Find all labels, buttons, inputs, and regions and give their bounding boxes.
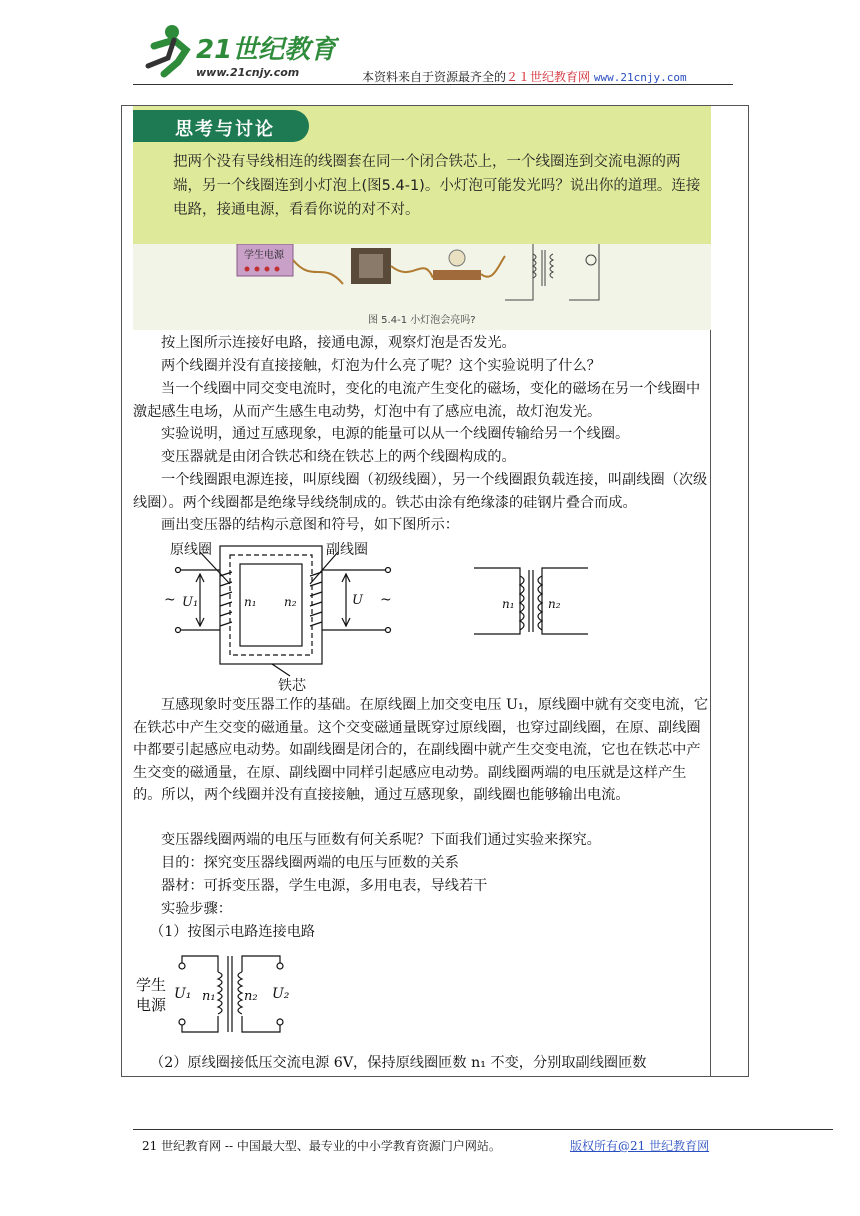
ac-source-symbol-right: ~ [380, 592, 392, 608]
paragraph-transformer-definition: 变压器就是由闭合铁芯和绕在铁芯上的两个线圈构成的。 [161, 449, 516, 465]
primary-voltage-label: U₁ [182, 595, 199, 610]
footer [142, 1137, 710, 1154]
header-site-url[interactable]: www.21cnjy.com [593, 71, 687, 84]
source-label-top: 学生 [136, 976, 167, 994]
experiment-n1-label: n₁ [202, 989, 216, 1004]
lamp-base-icon [433, 270, 481, 280]
experiment-u2-label: U₂ [272, 986, 290, 1002]
paragraph-steps-heading: 实验步骤： [161, 901, 232, 917]
experiment-n2-label: n₂ [244, 989, 258, 1004]
step-1: （1）按图示电路连接电路 [150, 924, 316, 940]
symbol-primary-turns: n₁ [502, 597, 515, 611]
paragraph-purpose: 目的：探究变压器线圈两端的电压与匝数的关系 [161, 855, 459, 871]
power-supply-label: 学生电源 [244, 250, 284, 261]
footer-copyright-link[interactable]: 版权所有@21 世纪教育网 [570, 1139, 710, 1153]
paragraph-mutual-induction: 实验说明，通过互感现象，电源的能量可以从一个线圈传输给另一个线圈。 [161, 426, 630, 442]
step-2: （2）原线圈接低压交流电源 6V，保持原线圈匝数 n₁ 不变，分别取副线圈匝数 [150, 1055, 647, 1071]
banner-text: 把两个没有导线相连的线圈套在同一个闭合铁芯上，一个线圈连到交流电源的两端，另一个线圈连到小灯泡上(图5.4-1)。小灯泡可能发光吗？说出你的道理。连接电路，接通电源，看看你说的对不对。 [173, 154, 701, 218]
header-note-prefix: 本资料来自于资源最齐全的 [362, 70, 507, 84]
paragraph-exploration: 变压器线圈两端的电压与匝数有何关系呢？下面我们通过实验来探究。 [161, 832, 601, 848]
logo-text: 21世纪教育 [196, 35, 337, 65]
ac-source-symbol-left: ~ [164, 592, 176, 608]
primary-turns-label: n₁ [244, 595, 257, 609]
figure-caption: 图 5.4-1 小灯泡会亮吗? [368, 315, 476, 326]
source-label-bottom: 电源 [136, 996, 167, 1014]
banner-tab [133, 110, 309, 142]
runner-icon [148, 25, 186, 74]
core-label: 铁芯 [278, 678, 306, 694]
logo-url: www.21cnjy.com [196, 66, 300, 79]
discussion-banner [133, 106, 711, 244]
primary-coil-label: 原线圈 [170, 542, 212, 558]
paragraph-explanation: 当一个线圈中同交变电流时，变化的电流产生变化的磁场，变化的磁场在另一个线圈中激起感生电场，从而产生感生电动势，灯泡中有了感应电流，故灯泡发光。 [133, 381, 701, 420]
header-divider [133, 84, 733, 85]
banner-title: 思考与讨论 [175, 119, 275, 140]
experiment-circuit-diagram [132, 944, 312, 1044]
paragraph-coils: 一个线圈跟电源连接，叫原线圈（初级线圈），另一个线圈跟负载连接，叫副线圈（次级线圈）。两个线圈都是绝缘导线绕制成的。铁芯由涂有绝缘漆的硅钢片叠合而成。 [133, 472, 708, 511]
paragraph-equipment: 器材：可拆变压器，学生电源，多用电表，导线若干 [161, 878, 488, 894]
bulb-icon [449, 250, 465, 266]
paragraph-observe: 按上图所示连接好电路，接通电源，观察灯泡是否发光。 [161, 335, 516, 351]
symbol-secondary-turns: n₂ [548, 597, 561, 611]
paragraph-working-principle: 互感现象时变压器工作的基础。在原线圈上加交变电压 U₁，原线圈中就有交变电流，它在铁芯中产生交变的磁通量。这个交变磁通量既穿过原线圈，也穿过副线圈，在原、副线圈中都要引起感应电动势。如副线圈是闭合的，在副线圈中就产生交变电流，它也在铁芯中产生交变的磁通量，在原、副线圈中同样引起感应电动势。副线圈两端的电压就是这样产生的。所以，两个线圈并没有直接接触，通过互感现象，副线圈也能够输出电流。 [133, 697, 709, 803]
transformer-structure-diagram [160, 536, 620, 696]
secondary-coil-label: 副线圈 [326, 542, 368, 558]
schematic-icon [505, 244, 599, 300]
secondary-turns-label: n₂ [284, 595, 297, 609]
header-site-name[interactable]: ２１世纪教育网 [506, 70, 591, 84]
footer-text: 21 世纪教育网 -- 中国最大型、最专业的中小学教育资源门户网站。 [142, 1139, 501, 1153]
paragraph-draw-diagram: 画出变压器的结构示意图和符号，如下图所示： [161, 517, 459, 533]
site-logo [134, 22, 339, 82]
secondary-voltage-label: U [352, 593, 363, 608]
header-note [362, 68, 687, 85]
paragraph-question: 两个线圈并没有直接接触，灯泡为什么亮了呢？这个实验说明了什么？ [161, 358, 601, 374]
footer-divider [133, 1129, 833, 1130]
experiment-u1-label: U₁ [174, 986, 192, 1002]
